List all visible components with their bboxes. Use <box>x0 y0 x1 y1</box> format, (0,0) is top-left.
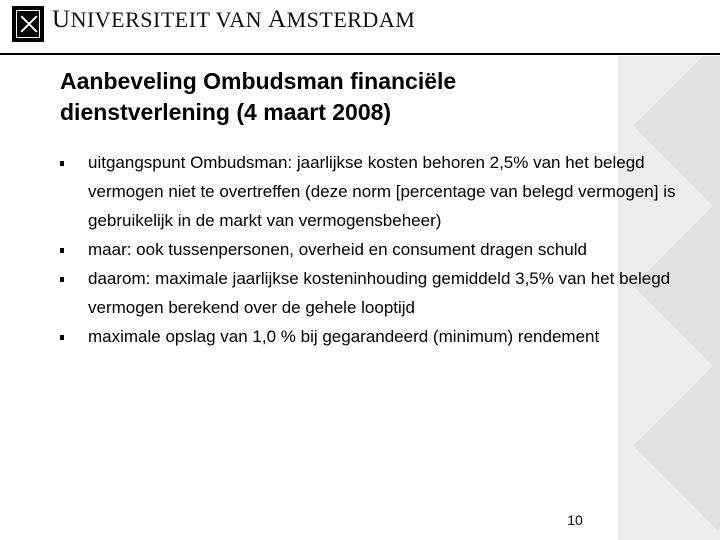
bullet-text: daarom: maximale jaarlijkse kosteninhouding gemiddeld 3,5% van het belegd vermogen berekend over de gehele looptijd <box>88 269 671 317</box>
slide-title <box>60 66 600 128</box>
bullet-item <box>60 322 683 351</box>
bullet-item <box>60 148 683 235</box>
university-name-part: A <box>268 6 287 33</box>
bullet-marker-icon <box>60 277 64 282</box>
university-logo-icon <box>12 6 44 42</box>
bullet-text: maximale opslag van 1,0 % bij gegarandeerd (minimum) rendement <box>88 327 600 346</box>
bullet-text: maar: ook tussenpersonen, overheid en consument dragen schuld <box>88 240 587 259</box>
title-line-2: dienstverlening (4 maart 2008) <box>60 99 392 125</box>
bullet-marker-icon <box>60 248 64 253</box>
bullet-marker-icon <box>60 161 64 166</box>
bullet-marker-icon <box>60 335 64 340</box>
header-divider <box>0 53 720 55</box>
university-name-part: U <box>52 6 71 33</box>
bullet-list <box>60 148 680 351</box>
bullet-text: uitgangspunt Ombudsman: jaarlijkse kosten behoren 2,5% van het belegd vermogen niet te overtreffen (deze norm [percentage van belegd vermogen] is gebruikelijk in de markt van vermogensbeheer) <box>88 153 676 230</box>
university-name <box>52 6 415 34</box>
title-line-1: Aanbeveling Ombudsman financiële <box>60 68 457 94</box>
university-name-part: NIVERSITEIT VAN <box>70 7 269 32</box>
university-name-part: MSTERDAM <box>286 7 416 32</box>
bullet-item <box>60 235 683 264</box>
page-number: 10 <box>567 512 583 528</box>
slide-header <box>0 0 720 56</box>
bullet-item <box>60 264 683 322</box>
